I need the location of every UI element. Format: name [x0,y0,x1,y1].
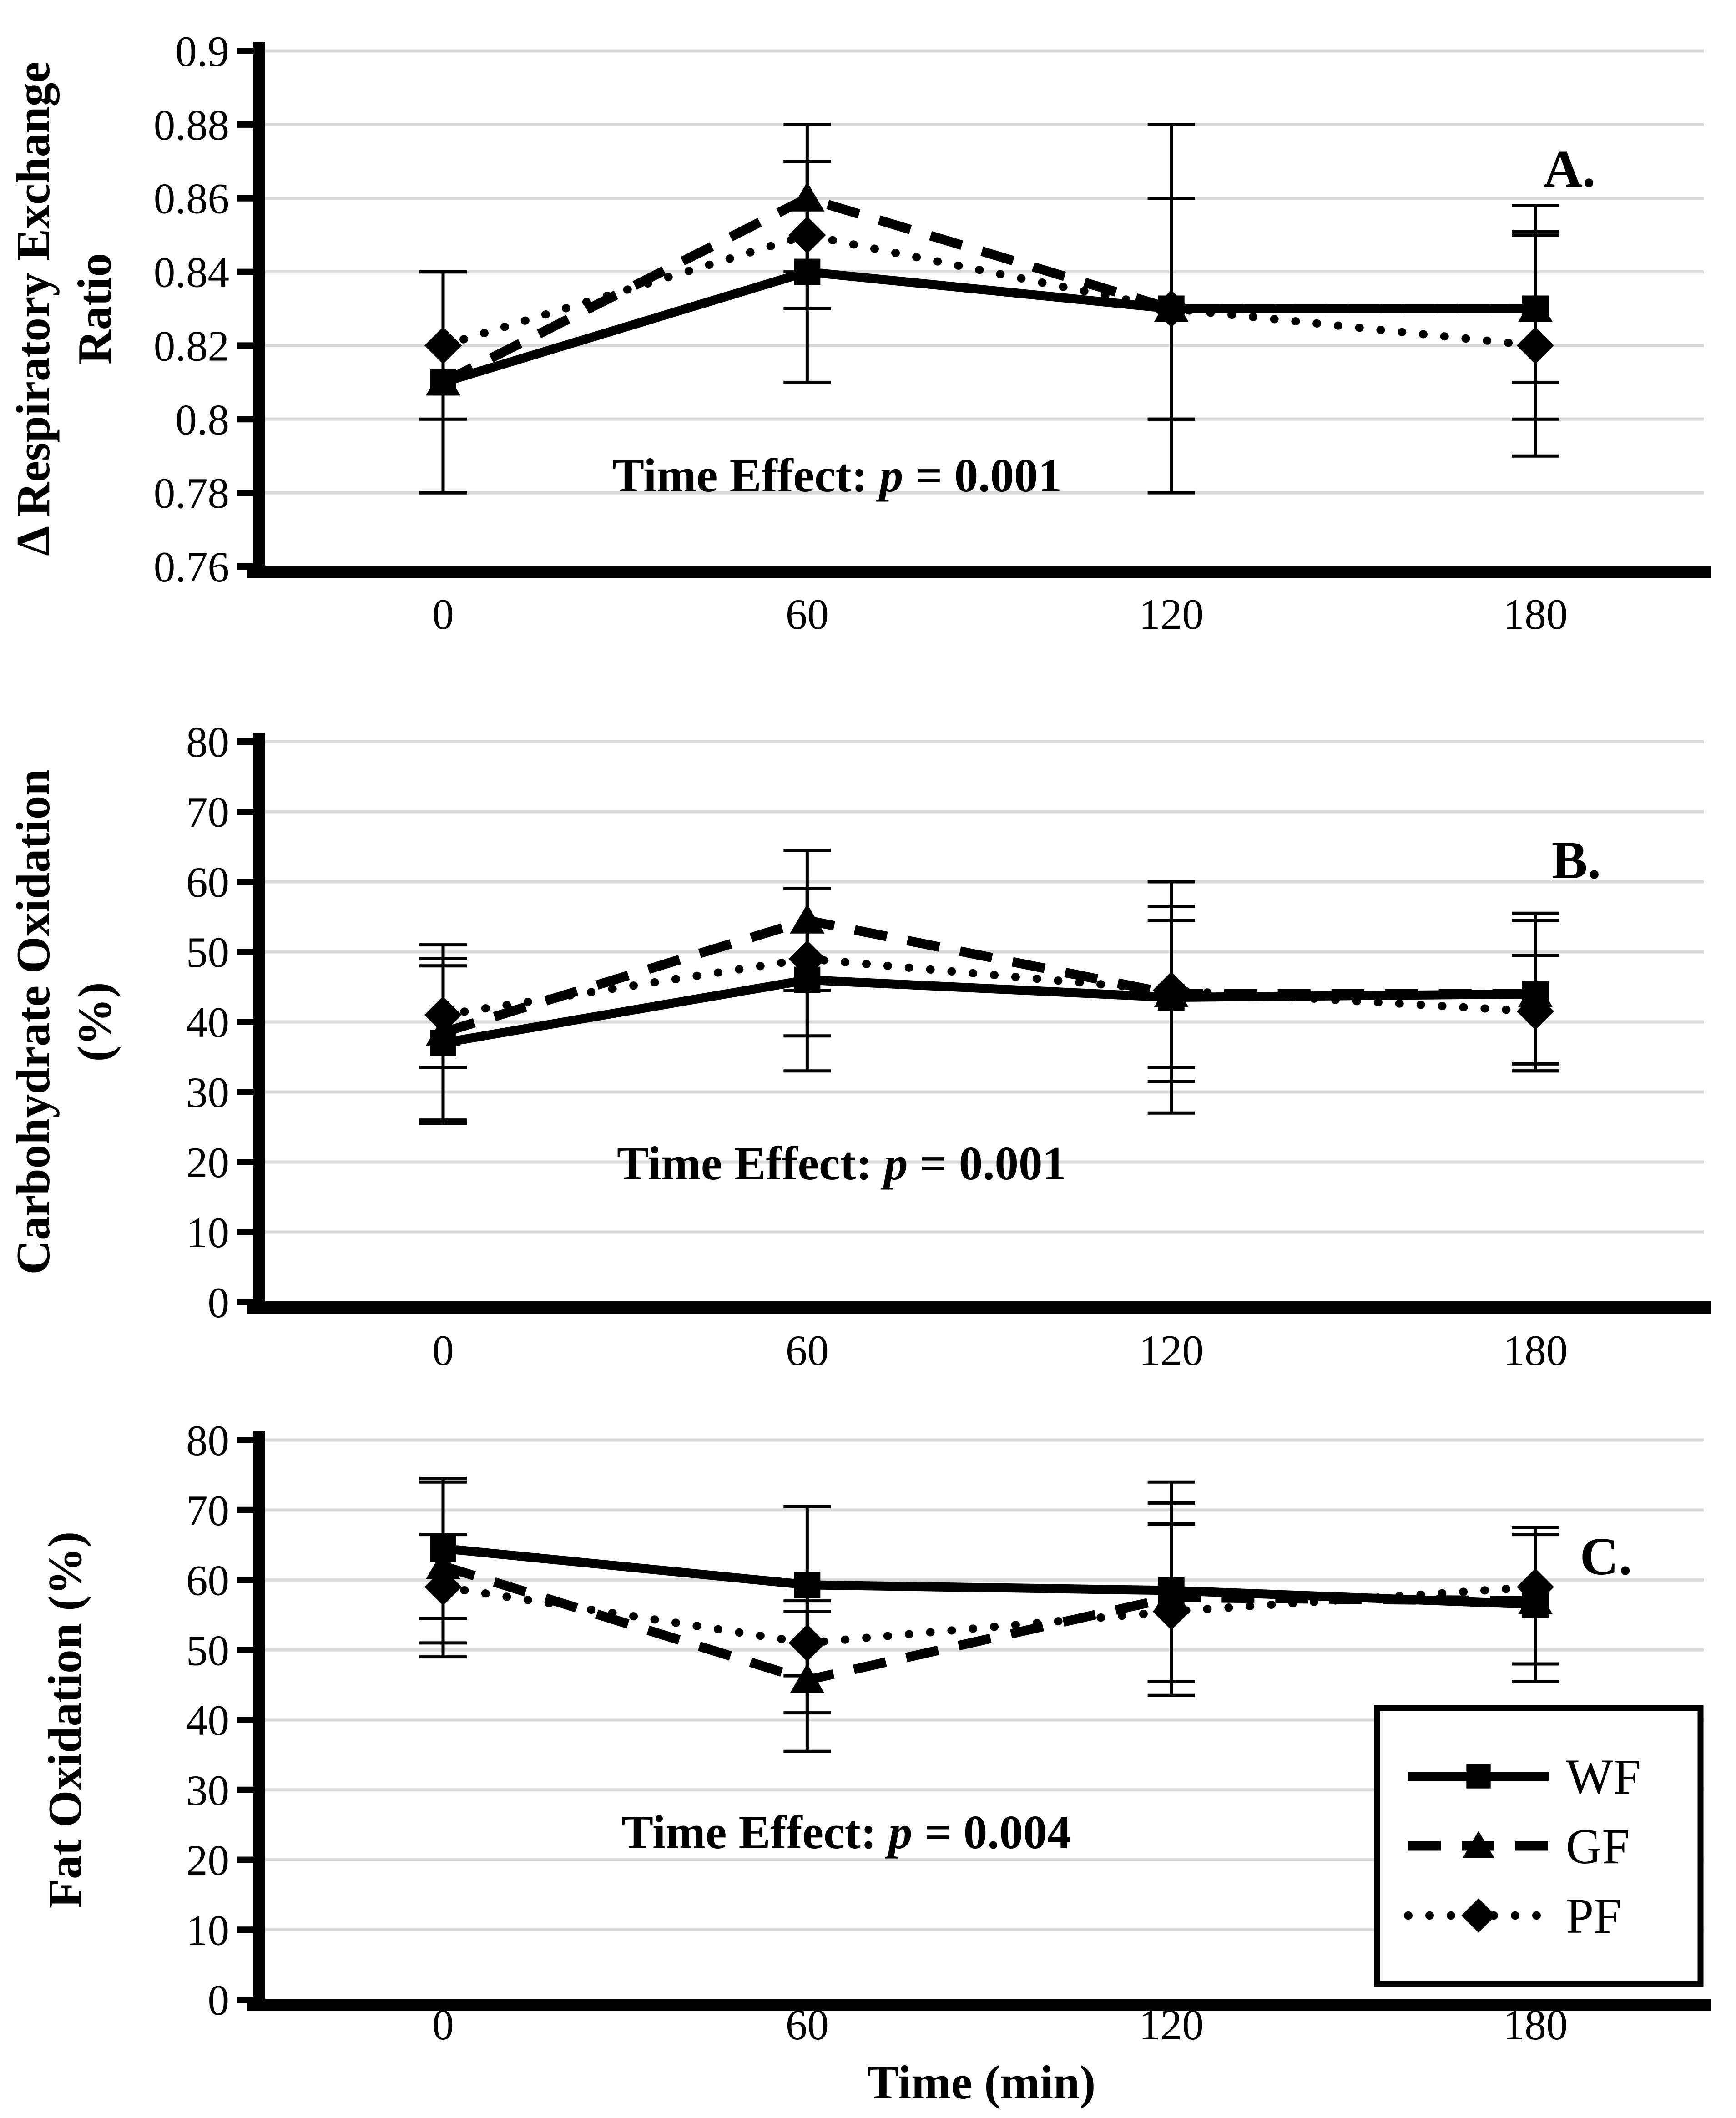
legend-label: WF [1566,1749,1641,1805]
y-tick-label: 80 [186,1416,229,1465]
y-tick-label: 20 [186,1836,229,1885]
data-marker-square [794,259,820,285]
y-tick-label: 0.76 [153,543,229,591]
y-tick-label: 20 [186,1138,229,1187]
y-tick-label: 60 [186,858,229,906]
data-marker-square [1522,981,1549,1007]
y-tick-label: 10 [186,1906,229,1955]
data-marker-square [430,1030,456,1056]
legend [1377,1708,1701,1984]
x-axis-line [247,1999,1711,2011]
x-tick-label: 0 [432,1326,454,1375]
data-marker-square [1522,296,1549,322]
y-tick-label: 0.78 [153,469,229,518]
panel-letter: A. [1543,139,1596,198]
y-tick-label: 0 [207,1279,229,1327]
x-axis-title: Time (min) [867,2056,1096,2109]
y-tick-label: 80 [186,718,229,766]
y-axis-spine [253,42,265,572]
y-tick-label: 50 [186,928,229,976]
x-axis-line [247,1301,1711,1314]
time-effect-annotation: Time Effect: p = 0.001 [616,1137,1067,1190]
y-tick-label: 0.82 [153,322,229,370]
x-tick-label: 60 [785,2001,829,2049]
x-tick-label: 60 [785,1326,829,1375]
x-tick-label: 60 [785,590,829,638]
y-axis-title: Fat Oxidation (%) [38,1531,91,1909]
y-tick-label: 70 [186,788,229,836]
y-axis-spine [253,1431,265,2006]
data-marker-square [430,369,456,395]
data-marker-square [794,1572,820,1598]
y-tick-label: 50 [186,1626,229,1675]
y-tick-label: 70 [186,1486,229,1535]
y-tick-label: 0.86 [153,174,229,223]
data-marker-square [1522,1591,1549,1618]
y-axis-spine [253,733,265,1308]
x-axis-line [247,566,1711,578]
panel-letter: C. [1580,1527,1632,1586]
y-tick-label: 0 [207,1976,229,2024]
x-tick-label: 180 [1503,1326,1568,1375]
y-tick-label: 0.88 [153,101,229,149]
data-marker-square [1158,1577,1185,1604]
y-tick-label: 0.84 [153,248,229,297]
data-marker-square [1466,1764,1490,1788]
time-effect-annotation: Time Effect: p = 0.004 [621,1805,1071,1859]
y-tick-label: 10 [186,1208,229,1257]
data-marker-square [1158,296,1185,322]
time-effect-annotation: Time Effect: p = 0.001 [612,449,1062,502]
y-tick-label: 0.8 [175,395,229,444]
y-tick-label: 40 [186,1696,229,1744]
y-tick-label: 0.9 [175,27,229,76]
panel-letter: B. [1551,830,1601,890]
y-axis-title: Carbohydrate Oxidation [6,769,60,1275]
x-tick-label: 0 [432,590,454,638]
y-axis-title: Δ Respiratory Exchange [6,61,60,556]
x-tick-label: 120 [1139,1326,1204,1375]
x-tick-label: 120 [1139,2001,1204,2049]
y-axis-title: (%) [68,982,121,1062]
x-tick-label: 0 [432,2001,454,2049]
y-tick-label: 30 [186,1068,229,1117]
data-marker-square [430,1535,456,1562]
data-marker-square [1158,984,1185,1011]
y-tick-label: 60 [186,1556,229,1605]
legend-label: PF [1566,1888,1622,1944]
legend-label: GF [1566,1819,1630,1874]
data-marker-square [794,967,820,993]
x-tick-label: 180 [1503,2001,1568,2049]
x-tick-label: 120 [1139,590,1204,638]
y-tick-label: 40 [186,998,229,1046]
x-tick-label: 180 [1503,590,1568,638]
y-axis-title: Ratio [68,253,121,364]
y-tick-label: 30 [186,1766,229,1815]
